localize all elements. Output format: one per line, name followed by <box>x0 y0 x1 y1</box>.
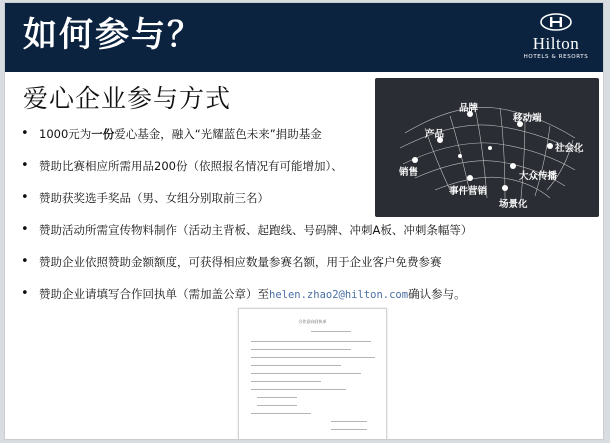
bullet-item <box>19 252 489 284</box>
form-title: 合作意向回执单 <box>298 319 327 324</box>
bullet-text: 确认参与。 <box>408 287 466 301</box>
section-title: 爱心企业参与方式 <box>23 84 232 113</box>
bullet-text: 赞助企业请填写合作回执单（需加盖公章）至 <box>39 287 269 301</box>
network-label: 场景化 <box>499 199 528 210</box>
bullet-text: 爱心基金，融入“光耀蓝色未来”捐助基金 <box>114 127 322 141</box>
network-label: 移动端 <box>513 113 542 124</box>
bullet-text: 1000元为 <box>39 127 92 141</box>
network-label: 大众传播 <box>519 171 558 182</box>
network-label: 销售 <box>399 167 419 178</box>
marketing-network-graphic <box>375 78 599 217</box>
email-link[interactable]: helen.zhao2@hilton.com <box>269 289 409 301</box>
cooperation-form-thumbnail <box>238 308 387 440</box>
bullet-text: 赞助活动所需宣传物料制作（活动主背板、起跑线、号码牌、冲刺A板、冲刺条幅等） <box>39 223 473 237</box>
network-label: 事件营销 <box>449 186 488 197</box>
network-label: 产品 <box>425 129 445 140</box>
bullet-emphasis: 一份 <box>91 127 115 141</box>
bullet-text: 赞助企业依照赞助金额额度，可获得相应数量参赛名额，用于企业客户免费参赛 <box>39 255 442 269</box>
slide <box>4 2 604 440</box>
network-label: 社会化 <box>555 143 584 154</box>
logo-name: Hilton <box>532 34 580 53</box>
bullet-text: 赞助获奖选手奖品（男、女组分别取前三名） <box>39 191 269 205</box>
bullet-text: 赞助比赛相应所需用品200份（依照报名情况有可能增加）、 <box>39 159 343 173</box>
bullet-item <box>19 220 489 252</box>
slide-header <box>5 3 604 72</box>
hilton-h-icon <box>539 13 573 31</box>
slide-title: 如何参与？ <box>23 15 203 55</box>
hilton-logo <box>521 13 591 65</box>
network-label: 品牌 <box>459 103 479 114</box>
logo-tagline: HOTELS & RESORTS <box>523 54 589 60</box>
